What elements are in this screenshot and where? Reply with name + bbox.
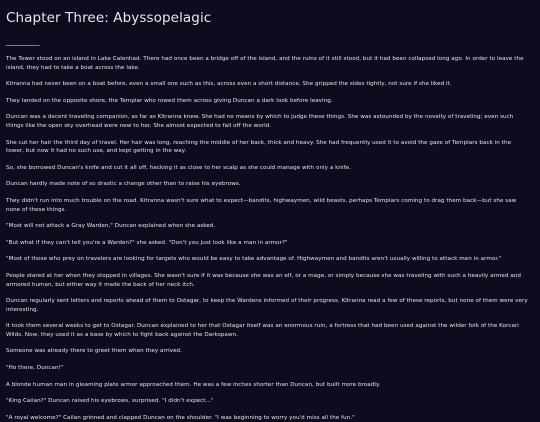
paragraph: "But what if they can't tell you're a Warden?" she asked. "Don't you just look like a man in armor?" — [6, 239, 288, 246]
paragraph: People stared at her when they stopped in villages. She wasn't sure if it was because she was an elf, or a mage, or simply because she was traveling with such a heavily armed and armored human, but either way it made the back of her neck itch. — [6, 272, 521, 288]
chapter-title: Chapter Three: Abyssopelagic — [6, 10, 212, 26]
paragraph: Someone was already there to greet them when they arrived. — [6, 348, 182, 355]
paragraph: "Ho there, Duncan!" — [6, 365, 64, 372]
paragraph: It took them several weeks to get to Ostagar. Duncan explained to her that Ostagar itself was an enormous ruin, a fortress that had been used against the wilder folk of the Korcari Wilds. Now, they used it as a base by which to fight back against the Darkspawn. — [6, 323, 519, 338]
paragraph: "King Cailan?" Duncan raised his eyebrows, surprised. "I didn't expect..." — [6, 398, 214, 405]
paragraph: Kitranna had never been on a boat before, even a small one such as this, across even a short distance. She gripped the sides tightly, not sure if she liked it. — [6, 81, 452, 88]
paragraph: Duncan hardly made note of so drastic a change other than to raise his eyebrows. — [6, 181, 241, 188]
paragraph: They didn't run into much trouble on the road. Kitranna wasn't sure what to expect—bandits, highwaymen, wild beasts, perhaps Templars coming to drag them back—but she saw none of these things. — [6, 197, 517, 213]
paragraph: "Most of those who prey on travelers are looking for targets who would be easy to take advantage of. Highwaymen and bandits aren't usually willing to attack men in armor." — [6, 256, 502, 263]
paragraph: A blonde human man in gleaming plate armor approached them. He was a few inches shorter than Duncan, but built more broadly. — [6, 381, 381, 388]
paragraph: She cut her hair the third day of travel. Her hair was long, reaching the middle of her back, thick and heavy. She had frequently used it to avoid the gaze of Templars back in the tower, but now it had no such use, and kept getting in the way. — [6, 139, 512, 155]
paragraph: "Most will not attack a Gray Warden," Duncan explained when she asked. — [6, 223, 216, 230]
story-body — [6, 55, 528, 422]
paragraph: Duncan was a decent traveling companion, as far as Kitranna knew. She had no means by which to judge these things. She was astounded by the novelty of traveling; even such things like the open sky overhead were new to her. She almost expected to fall off the world. — [6, 114, 514, 129]
paragraph: They landed on the opposite shore, the Templar who rowed them across giving Duncan a dark look before leaving. — [6, 97, 333, 104]
paragraph: "A royal welcome?" Cailan grinned and clapped Duncan on the shoulder. "I was beginning to worry you'd miss all the fun." — [6, 414, 355, 421]
paragraph: So, she borrowed Duncan's knife and cut it all off, hacking it as close to her scalp as she could manage with only a knife. — [6, 164, 351, 171]
paragraph: Duncan regularly sent letters and reports ahead of them to Ostagar, to keep the Wardens informed of their progress. Kitranna read a few of these reports, but none of them were very interesting. — [6, 298, 528, 313]
title-separator: ___________ — [6, 38, 39, 46]
paragraph: The Tower stood on an island in Lake Calenhad. There had once been a bridge off of the island, and the ruins of it still stood, but it had been collapsed long ago. In order to leave the island, they had to take a boat across the lake. — [6, 56, 524, 71]
